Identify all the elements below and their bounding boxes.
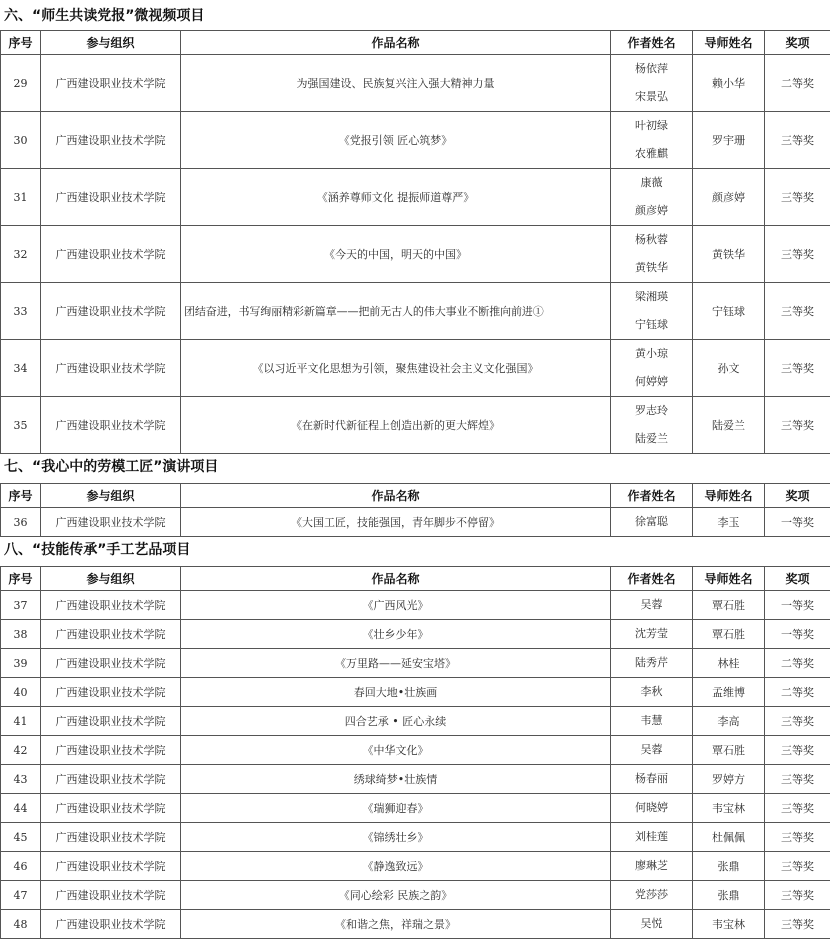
author-name: 梁湘瑛 [611, 283, 692, 311]
column-header: 作者姓名 [611, 31, 693, 55]
author-name: 吴悦 [611, 910, 692, 938]
organization-cell: 广西建设职业技术学院 [41, 591, 181, 620]
column-header: 作者姓名 [611, 484, 693, 508]
work-title-cell: 《万里路——延安宝塔》 [181, 649, 611, 678]
organization-cell: 广西建设职业技术学院 [41, 620, 181, 649]
work-title-cell: 《大国工匠，技能强国，青年脚步不停留》 [181, 508, 611, 537]
column-header: 序号 [1, 484, 41, 508]
organization-cell: 广西建设职业技术学院 [41, 508, 181, 537]
mentor-cell: 韦宝林 [693, 910, 765, 939]
organization-cell: 广西建设职业技术学院 [41, 678, 181, 707]
row-number: 29 [1, 55, 41, 112]
organization-cell: 广西建设职业技术学院 [41, 852, 181, 881]
award-cell: 二等奖 [765, 55, 830, 112]
row-number: 30 [1, 112, 41, 169]
author-cell [611, 649, 693, 678]
table-row [1, 591, 830, 620]
table-header-row [1, 567, 830, 591]
author-cell [611, 508, 693, 537]
author-name: 杨秋蓉 [611, 226, 692, 254]
column-header: 序号 [1, 567, 41, 591]
author-name: 康薇 [611, 169, 692, 197]
author-name: 宁钰球 [611, 311, 692, 339]
award-cell: 二等奖 [765, 678, 830, 707]
author-name: 何婷婷 [611, 368, 692, 396]
mentor-cell: 张鼎 [693, 881, 765, 910]
award-cell: 三等奖 [765, 910, 830, 939]
work-title-cell: 《瑞狮迎春》 [181, 794, 611, 823]
row-number: 39 [1, 649, 41, 678]
award-cell: 三等奖 [765, 169, 830, 226]
organization-cell: 广西建设职业技术学院 [41, 765, 181, 794]
row-number: 34 [1, 340, 41, 397]
table-row [1, 397, 830, 454]
mentor-cell: 覃石胜 [693, 736, 765, 765]
section-title: 七、“我心中的劳模工匠”演讲项目 [4, 455, 218, 479]
award-cell: 三等奖 [765, 794, 830, 823]
author-cell [611, 169, 693, 226]
work-title-cell: 绣球绮梦•壮族情 [181, 765, 611, 794]
row-number: 38 [1, 620, 41, 649]
author-cell [611, 340, 693, 397]
column-header: 奖项 [765, 31, 830, 55]
author-cell [611, 707, 693, 736]
organization-cell: 广西建设职业技术学院 [41, 397, 181, 454]
mentor-cell: 黄铁华 [693, 226, 765, 283]
row-number: 42 [1, 736, 41, 765]
table-row [1, 508, 830, 537]
table-row [1, 620, 830, 649]
work-title-cell: 《今天的中国，明天的中国》 [181, 226, 611, 283]
award-cell: 一等奖 [765, 508, 830, 537]
mentor-cell: 张鼎 [693, 852, 765, 881]
award-cell: 一等奖 [765, 591, 830, 620]
column-header: 导师姓名 [693, 484, 765, 508]
work-title-cell: 《在新时代新征程上创造出新的更大辉煌》 [181, 397, 611, 454]
author-cell [611, 794, 693, 823]
column-header: 序号 [1, 31, 41, 55]
author-name: 陆爱兰 [611, 425, 692, 453]
author-name: 黄小琼 [611, 340, 692, 368]
mentor-cell: 罗宇珊 [693, 112, 765, 169]
organization-cell: 广西建设职业技术学院 [41, 283, 181, 340]
table-row [1, 678, 830, 707]
author-cell [611, 765, 693, 794]
mentor-cell: 颜彦婷 [693, 169, 765, 226]
author-name: 刘桂莲 [611, 823, 692, 851]
column-header: 奖项 [765, 567, 830, 591]
work-title-cell: 四合艺承 • 匠心永续 [181, 707, 611, 736]
author-name: 李秋 [611, 678, 692, 706]
row-number: 33 [1, 283, 41, 340]
mentor-cell: 林桂 [693, 649, 765, 678]
row-number: 36 [1, 508, 41, 537]
work-title-cell: 《广西风光》 [181, 591, 611, 620]
work-title-cell: 《党报引领 匠心筑梦》 [181, 112, 611, 169]
award-table [0, 483, 830, 537]
row-number: 48 [1, 910, 41, 939]
award-cell: 三等奖 [765, 283, 830, 340]
organization-cell: 广西建设职业技术学院 [41, 340, 181, 397]
table-row [1, 794, 830, 823]
work-title-cell: 团结奋进，书写绚丽精彩新篇章——把前无古人的伟大事业不断推向前进① [181, 283, 611, 340]
column-header: 作品名称 [181, 484, 611, 508]
row-number: 44 [1, 794, 41, 823]
table-header-row [1, 484, 830, 508]
table-row [1, 649, 830, 678]
author-name: 农雅麒 [611, 140, 692, 168]
organization-cell: 广西建设职业技术学院 [41, 910, 181, 939]
work-title-cell: 《中华文化》 [181, 736, 611, 765]
table-row [1, 852, 830, 881]
table-row [1, 765, 830, 794]
organization-cell: 广西建设职业技术学院 [41, 707, 181, 736]
mentor-cell: 陆爱兰 [693, 397, 765, 454]
mentor-cell: 孙文 [693, 340, 765, 397]
organization-cell: 广西建设职业技术学院 [41, 794, 181, 823]
author-cell [611, 591, 693, 620]
mentor-cell: 孟维博 [693, 678, 765, 707]
table-row [1, 881, 830, 910]
award-cell: 三等奖 [765, 397, 830, 454]
table-row [1, 226, 830, 283]
table-row [1, 55, 830, 112]
author-name: 颜彦婷 [611, 197, 692, 225]
column-header: 参与组织 [41, 484, 181, 508]
award-cell: 三等奖 [765, 112, 830, 169]
row-number: 46 [1, 852, 41, 881]
mentor-cell: 罗婷方 [693, 765, 765, 794]
work-title-cell: 《同心绘彩 民族之韵》 [181, 881, 611, 910]
award-table [0, 30, 830, 454]
award-cell: 三等奖 [765, 340, 830, 397]
work-title-cell: 《静逸致远》 [181, 852, 611, 881]
author-name: 黄铁华 [611, 254, 692, 282]
row-number: 47 [1, 881, 41, 910]
row-number: 41 [1, 707, 41, 736]
organization-cell: 广西建设职业技术学院 [41, 169, 181, 226]
column-header: 导师姓名 [693, 567, 765, 591]
author-name: 廖琳芝 [611, 852, 692, 880]
award-cell: 三等奖 [765, 707, 830, 736]
author-name: 何晓婷 [611, 794, 692, 822]
mentor-cell: 李高 [693, 707, 765, 736]
column-header: 作品名称 [181, 567, 611, 591]
award-cell: 三等奖 [765, 881, 830, 910]
column-header: 奖项 [765, 484, 830, 508]
work-title-cell: 《涵养尊师文化 提振师道尊严》 [181, 169, 611, 226]
author-cell [611, 736, 693, 765]
author-name: 陆秀芹 [611, 649, 692, 677]
work-title-cell: 《以习近平文化思想为引领，聚焦建设社会主义文化强国》 [181, 340, 611, 397]
award-cell: 三等奖 [765, 765, 830, 794]
author-cell [611, 55, 693, 112]
work-title-cell: 《壮乡少年》 [181, 620, 611, 649]
organization-cell: 广西建设职业技术学院 [41, 226, 181, 283]
column-header: 导师姓名 [693, 31, 765, 55]
row-number: 35 [1, 397, 41, 454]
mentor-cell: 覃石胜 [693, 591, 765, 620]
author-cell [611, 910, 693, 939]
author-cell [611, 283, 693, 340]
author-name: 杨春丽 [611, 765, 692, 793]
table-row [1, 340, 830, 397]
author-cell [611, 881, 693, 910]
author-name: 吴蓉 [611, 591, 692, 619]
author-name: 宋景弘 [611, 83, 692, 111]
table-row [1, 169, 830, 226]
author-cell [611, 112, 693, 169]
table-row [1, 112, 830, 169]
mentor-cell: 杜佩佩 [693, 823, 765, 852]
author-name: 韦慧 [611, 707, 692, 735]
organization-cell: 广西建设职业技术学院 [41, 881, 181, 910]
author-name: 杨依萍 [611, 55, 692, 83]
table-header-row [1, 31, 830, 55]
mentor-cell: 韦宝林 [693, 794, 765, 823]
mentor-cell: 宁钰球 [693, 283, 765, 340]
author-cell [611, 397, 693, 454]
row-number: 31 [1, 169, 41, 226]
column-header: 作者姓名 [611, 567, 693, 591]
award-cell: 三等奖 [765, 852, 830, 881]
work-title-cell: 《锦绣壮乡》 [181, 823, 611, 852]
organization-cell: 广西建设职业技术学院 [41, 736, 181, 765]
work-title-cell: 《和谐之焦，祥瑞之景》 [181, 910, 611, 939]
row-number: 32 [1, 226, 41, 283]
work-title-cell: 春回大地•壮族画 [181, 678, 611, 707]
organization-cell: 广西建设职业技术学院 [41, 112, 181, 169]
column-header: 参与组织 [41, 31, 181, 55]
award-cell: 二等奖 [765, 649, 830, 678]
author-cell [611, 823, 693, 852]
table-row [1, 283, 830, 340]
author-cell [611, 620, 693, 649]
section-title: 六、“师生共读党报”微视频项目 [4, 4, 204, 28]
author-name: 罗志玲 [611, 397, 692, 425]
author-cell [611, 226, 693, 283]
table-row [1, 823, 830, 852]
mentor-cell: 李玉 [693, 508, 765, 537]
row-number: 45 [1, 823, 41, 852]
mentor-cell: 覃石胜 [693, 620, 765, 649]
award-cell: 三等奖 [765, 736, 830, 765]
author-name: 吴蓉 [611, 736, 692, 764]
author-name: 沈芳莹 [611, 620, 692, 648]
table-row [1, 736, 830, 765]
table-row [1, 707, 830, 736]
column-header: 作品名称 [181, 31, 611, 55]
award-cell: 三等奖 [765, 823, 830, 852]
organization-cell: 广西建设职业技术学院 [41, 55, 181, 112]
row-number: 40 [1, 678, 41, 707]
table-row [1, 910, 830, 939]
work-title-cell: 为强国建设、民族复兴注入强大精神力量 [181, 55, 611, 112]
author-name: 徐富聪 [611, 508, 692, 536]
author-cell [611, 852, 693, 881]
row-number: 37 [1, 591, 41, 620]
mentor-cell: 赖小华 [693, 55, 765, 112]
award-cell: 三等奖 [765, 226, 830, 283]
author-cell [611, 678, 693, 707]
author-name: 叶初绿 [611, 112, 692, 140]
section-title: 八、“技能传承”手工艺品项目 [4, 538, 190, 562]
column-header: 参与组织 [41, 567, 181, 591]
author-name: 党莎莎 [611, 881, 692, 909]
organization-cell: 广西建设职业技术学院 [41, 823, 181, 852]
organization-cell: 广西建设职业技术学院 [41, 649, 181, 678]
award-cell: 一等奖 [765, 620, 830, 649]
award-table [0, 566, 830, 939]
row-number: 43 [1, 765, 41, 794]
